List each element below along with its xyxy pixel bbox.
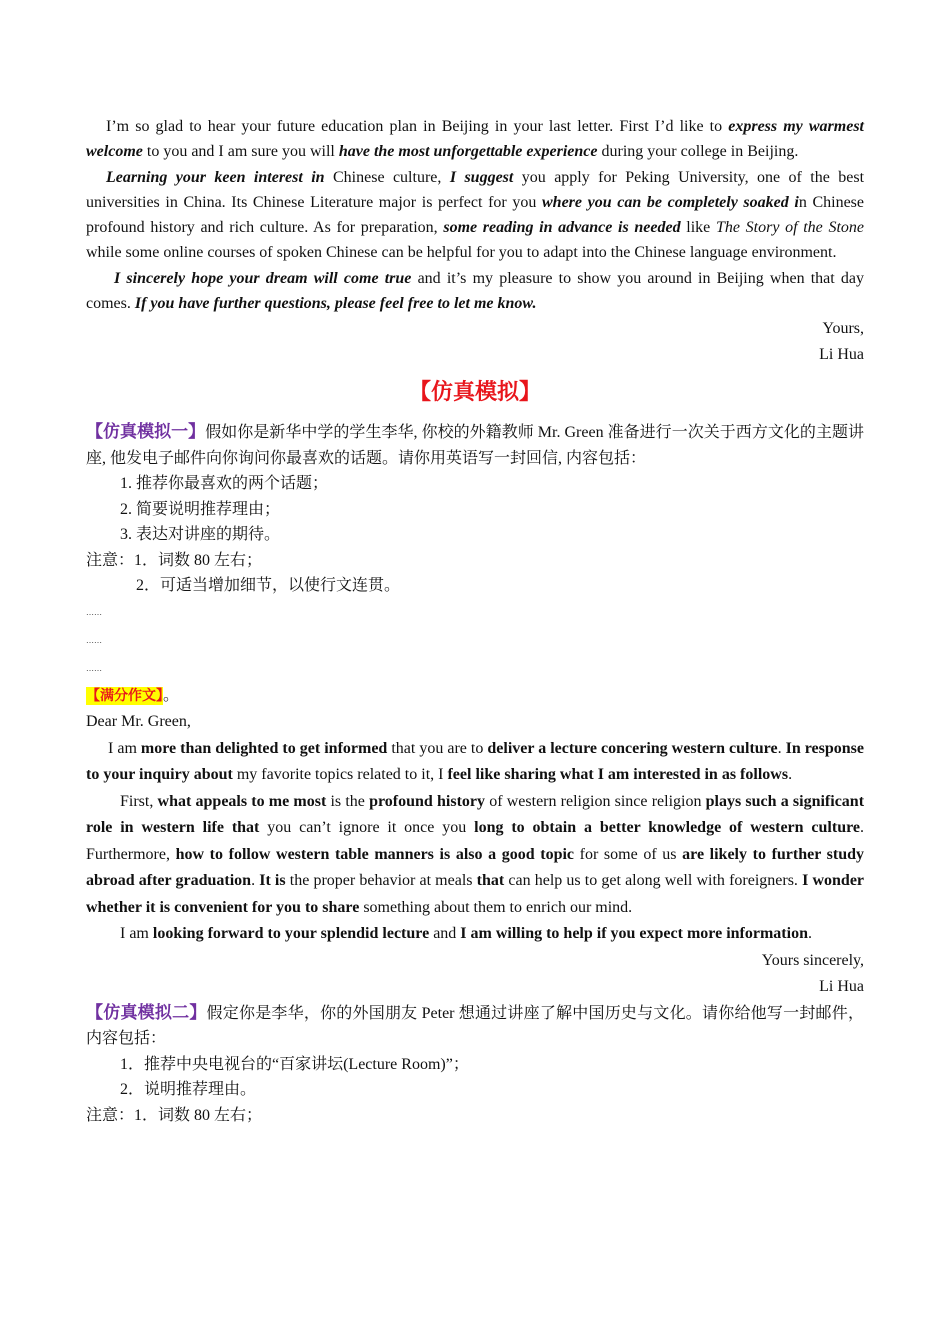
writing-line-2: ……: [86, 635, 102, 645]
text-run: is the: [326, 792, 370, 810]
text-run: long to obtain a better knowledge of western culture: [474, 819, 861, 837]
text-run: profound history: [369, 792, 486, 810]
text-run: that you are to: [387, 739, 488, 757]
text-run: Learning your keen interest in: [106, 168, 325, 186]
sim2-task: [86, 1001, 864, 1052]
text-run: feel like sharing what I am interested in as follows: [447, 766, 789, 784]
text-run: I am: [108, 739, 141, 757]
text-run: If you have further questions, please feel free to let me know.: [134, 295, 537, 313]
text-run: the proper behavior at meals: [285, 872, 477, 890]
text-run: deliver a lecture concering western culture: [487, 739, 778, 757]
text-run: for some of us: [574, 845, 683, 863]
text-run: and it’s my pleasure to show you around in Beijing when that day comes.: [86, 269, 865, 313]
text-run: more than delighted to get informed: [140, 739, 388, 757]
text-run: during your college in Beijing.: [597, 143, 799, 161]
essay-signature: Li Hua: [819, 978, 864, 996]
letter-signature: Li Hua: [819, 345, 864, 363]
text-run: while some online courses of spoken Chinese can be helpful for you to adapt into the Chinese language environment.: [86, 244, 837, 262]
writing-line-3: ……: [86, 663, 102, 673]
sim2-note: 注意：1．词数 80 左右；: [86, 1106, 263, 1124]
text-run: n Chinese profound history and rich culture. As for preparation,: [86, 193, 865, 237]
letter-paragraph-2: [86, 165, 864, 266]
essay-closing: Yours sincerely,: [761, 951, 864, 969]
sim1-item-1: 1. 推荐你最喜欢的两个话题；: [120, 475, 329, 493]
text-run: you apply for Peking University, one of the best universities in China. Its Chinese Literature major is perfect for you: [86, 168, 865, 211]
text-run: I suggest: [449, 168, 514, 186]
text-run: what appeals to me most: [157, 792, 327, 810]
text-run: .: [777, 739, 786, 757]
text-run: It is: [259, 872, 286, 890]
sim1-note-2: 2．可适当增加细节，以使行文连贯。: [136, 577, 401, 595]
text-run: I wonder whether it is convenient for you to share: [86, 872, 865, 916]
essay-tag: 【满分作文】: [86, 687, 163, 704]
text-run: .: [251, 872, 260, 890]
text-run: can help us to get along well with foreigners.: [504, 872, 803, 890]
text-run: I am willing to help if you expect more information: [460, 925, 808, 943]
essay-paragraph-2: [86, 789, 864, 922]
sim1-task: [86, 420, 864, 471]
letter-paragraph-1: [86, 114, 864, 165]
essay-tag-suffix: 。: [163, 686, 180, 704]
writing-line-1: ……: [86, 607, 102, 617]
text-run: like: [680, 219, 716, 237]
sim2-tag: 【仿真模拟二】: [86, 1002, 207, 1023]
document-page: [86, 114, 864, 1128]
text-run: and: [429, 925, 461, 943]
text-run: express my warmest welcome: [86, 118, 865, 161]
sim2-item-2: 2．说明推荐理由。: [120, 1081, 257, 1099]
sim2-item-1: 1．推荐中央电视台的“百家讲坛(Lecture Room)”；: [120, 1055, 469, 1073]
letter-closing: Yours,: [822, 320, 864, 338]
text-run: where you can be completely soaked i: [542, 193, 799, 211]
text-run: First,: [120, 792, 158, 810]
text-run: that: [476, 872, 505, 890]
sim1-note: 注意：1．词数 80 左右；: [86, 551, 263, 569]
sim1-item-2: 2. 简要说明推荐理由；: [120, 500, 281, 518]
essay-tag-line: [86, 683, 864, 710]
essay-paragraph-3: [86, 921, 864, 948]
text-run: you can’t ignore it once you: [259, 819, 475, 837]
text-run: Chinese culture,: [324, 168, 450, 186]
sim2-prompt: 假定你是李华，你的外国朋友 Peter 想通过讲座了解中国历史与文化。请你给他写一封邮件，内容包括：: [86, 1004, 864, 1048]
text-run: . Furthermore,: [86, 819, 865, 863]
text-run: of western religion since religion: [485, 792, 706, 810]
text-run: In response to your inquiry about: [86, 739, 865, 784]
text-run: something about them to enrich our mind.: [359, 898, 633, 916]
text-run: how to follow western table manners is also a good topic: [175, 845, 575, 863]
text-run: .: [807, 925, 812, 943]
text-run: I’m so glad to hear your future education plan in Beijing in your last letter. First I’d like to: [106, 118, 729, 135]
text-run: some reading in advance is needed: [443, 219, 681, 237]
text-run: plays such a significant role in western life that: [86, 792, 865, 837]
essay-paragraph-1: [86, 736, 864, 789]
text-run: .: [788, 766, 793, 784]
text-run: I sincerely hope your dream will come true: [114, 269, 412, 287]
sim1-prompt: 假如你是新华中学的学生李华, 你校的外籍教师 Mr. Green 准备进行一次关于西方文化的主题讲座, 他发电子邮件向你询问你最喜欢的话题。请你用英语写一封回信, 内容包括：: [86, 424, 864, 467]
essay-greeting: Dear Mr. Green,: [86, 713, 191, 731]
section-title: 【仿真模拟】: [408, 380, 541, 406]
text-run: are likely to further study abroad after graduation: [86, 845, 865, 890]
text-run: looking forward to your splendid lecture: [152, 925, 430, 943]
text-run: have the most unforgettable experience: [338, 143, 598, 161]
text-run: I am: [120, 925, 153, 943]
text-run: The Story of the Stone: [715, 219, 864, 237]
text-run: my favorite topics related to it, I: [232, 766, 448, 784]
letter-paragraph-3: [86, 266, 864, 317]
sim1-item-3: 3. 表达对讲座的期待。: [120, 526, 281, 544]
sim1-tag: 【仿真模拟一】: [86, 422, 206, 443]
text-run: to you and I am sure you will: [142, 143, 339, 161]
